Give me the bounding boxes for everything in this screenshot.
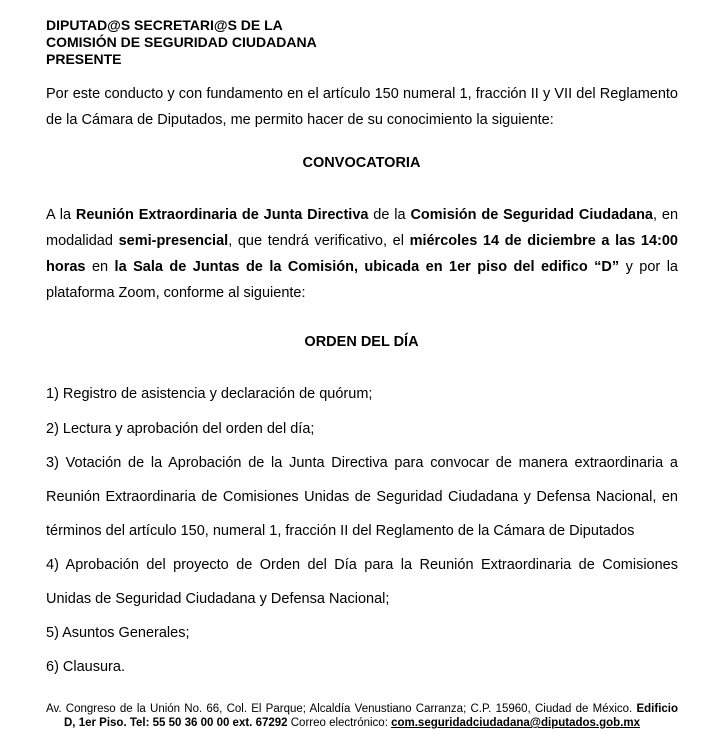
convocatoria-line-1: A la Reunión Extraordinaria de Junta Directiva de la Comisión de Seguridad Ciudadana, en [46, 207, 679, 223]
convocatoria-line-2: modalidad semi-presencial, que tendrá verificativo, el miércoles 14 de diciembre a las 14:00 [46, 233, 678, 249]
agenda-item-5: 5) Asuntos Generales; [46, 625, 190, 641]
addressee-line-3: PRESENTE [46, 51, 122, 67]
footer-address-line-1: Av. Congreso de la Unión No. 66, Col. El Parque; Alcaldía Venustiano Carranza; C.P. 15960, Ciudad de México. Edificio [46, 703, 678, 715]
agenda-item-2: 2) Lectura y aprobación del orden del día; [46, 421, 315, 437]
agenda-item-3-line-3: términos del artículo 150, numeral 1, fracción II del Reglamento de la Cámara de Diputados [46, 523, 635, 539]
orden-del-dia-title: ORDEN DEL DÍA [304, 334, 419, 350]
intro-line-2: de la Cámara de Diputados, me permito hacer de su conocimiento la siguiente: [46, 112, 554, 128]
addressee-line-1: DIPUTAD@S SECRETARI@S DE LA [46, 17, 283, 33]
convocatoria-title: CONVOCATORIA [302, 155, 421, 171]
intro-line-1: Por este conducto y con fundamento en el artículo 150 numeral 1, fracción II y VII del Reglamento [46, 86, 678, 102]
footer-email-link[interactable]: com.seguridadciudadana@diputados.gob.mx [391, 717, 641, 729]
agenda-item-3-line-1: 3) Votación de la Aprobación de la Junta Directiva para convocar de manera extraordinaria a [46, 455, 678, 471]
addressee-line-2: COMISIÓN DE SEGURIDAD CIUDADANA [46, 34, 317, 50]
convocatoria-line-4: plataforma Zoom, conforme al siguiente: [46, 285, 306, 301]
convocatoria-line-3: horas en la Sala de Juntas de la Comisión, ubicada en 1er piso del edifico “D” y por la [46, 259, 678, 275]
agenda-item-4-line-1: 4) Aprobación del proyecto de Orden del Día para la Reunión Extraordinaria de Comisiones [46, 557, 678, 573]
agenda-item-1: 1) Registro de asistencia y declaración de quórum; [46, 386, 373, 402]
agenda-item-6: 6) Clausura. [46, 659, 125, 675]
agenda-item-3-line-2: Reunión Extraordinaria de Comisiones Unidas de Seguridad Ciudadana y Defensa Nacional, en [46, 489, 678, 505]
footer-address-line-2: D, 1er Piso. Tel: 55 50 36 00 00 ext. 67292 Correo electrónico: com.seguridadciudadana@diputados.gob.mx [64, 717, 641, 729]
agenda-item-4-line-2: Unidas de Seguridad Ciudadana y Defensa Nacional; [46, 591, 390, 607]
